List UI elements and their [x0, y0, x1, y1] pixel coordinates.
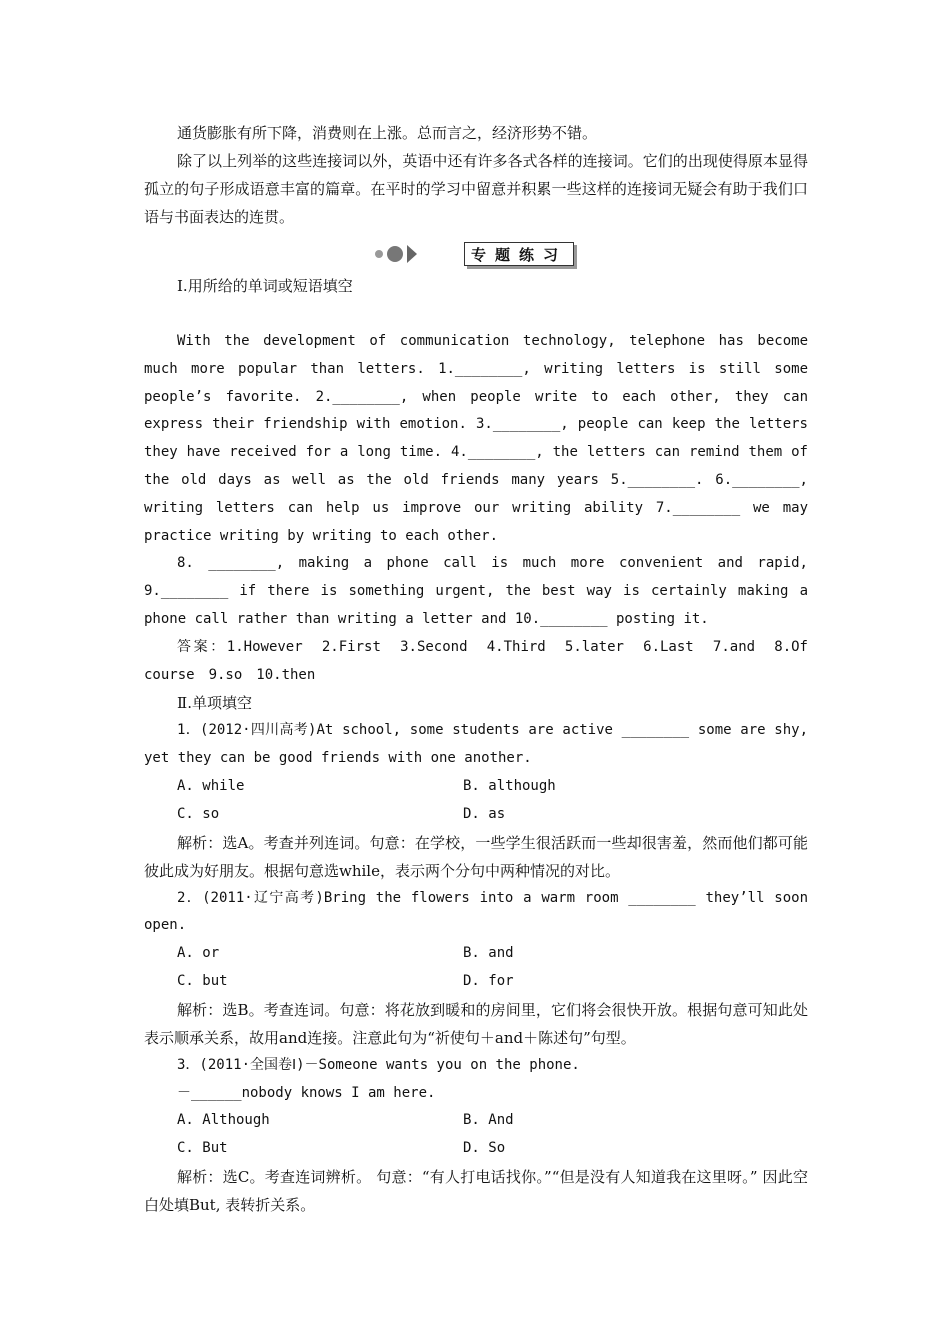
- banner-dots-arrow-icon: [373, 243, 453, 265]
- question-1-stem: 1．(2012·四川高考)At school, some students are active ________ some are shy, yet they can be good friends with one another.: [144, 722, 808, 767]
- option-d: D. for: [463, 972, 514, 989]
- option-d: D. as: [463, 805, 506, 822]
- question-3-options-row-1: [144, 1107, 808, 1135]
- question-1-options-row-2: [144, 801, 808, 829]
- option-b: B. And: [463, 1112, 514, 1129]
- intro-paragraph: 除了以上列举的这些连接词以外，英语中还有许多各式各样的连接词。它们的出现使得原本显得孤立的句子形成语意丰富的篇章。在平时的学习中留意并积累一些这样的连接词无疑会有助于我们口语与书面表达的连贯。: [144, 152, 808, 226]
- question-1-options-row-1: [144, 773, 808, 801]
- option-c: C. so: [177, 805, 220, 822]
- document-page: [144, 0, 808, 1219]
- option-d: D. So: [463, 1140, 506, 1157]
- option-c: C. But: [177, 1140, 228, 1157]
- banner-title: 专题练习: [464, 242, 574, 266]
- question-3-options-row-2: [144, 1135, 808, 1163]
- question-3-stem-reply: －______nobody knows I am here.: [177, 1084, 436, 1101]
- section2-heading: Ⅱ.单项填空: [177, 694, 252, 713]
- option-b: B. and: [463, 945, 514, 962]
- question-3-stem: 3．(2011·全国卷Ⅰ)－Someone wants you on the phone.: [177, 1056, 580, 1073]
- cloze-passage-part2: 8. ________, making a phone call is much more convenient and rapid, 9.________ if there is something urgent, the best way is certainly making a phone call rather than writing a letter and 10.________ posting it.: [144, 555, 808, 627]
- option-a: A. while: [177, 777, 245, 794]
- question-1-analysis: 解析：选A。考查并列连词。句意：在学校，一些学生很活跃而一些却很害羞，然而他们都可能彼此成为好朋友。根据句意选while，表示两个分句中两种情况的对比。: [144, 833, 808, 880]
- option-a: A. or: [177, 945, 220, 962]
- question-2-options-row-2: [144, 968, 808, 996]
- cloze-passage-part1: With the development of communication technology, telephone has become much more popular than letters. 1.________, writing letters is still some people’s favorite. 2.________, when people write to each other, they can express their friendship with emotion. 3.________, people can keep the letters they have received for a long time. 4.________, the letters can remind them of the old days as well as the old friends many years 5.________. 6.________, writing letters can help us improve our writing ability 7.________ we may practice writing by writing to each other.: [144, 333, 808, 544]
- section1-answer: 答案：1.However 2.First 3.Second 4.Third 5.later 6.Last 7.and 8.Of course 9.so 10.then: [144, 638, 808, 683]
- section-banner: [144, 235, 808, 271]
- option-c: C. but: [177, 972, 228, 989]
- option-b: B. although: [463, 777, 556, 794]
- question-2-options-row-1: [144, 940, 808, 968]
- question-2-stem: 2．(2011·辽宁高考)Bring the flowers into a warm room ________ they’ll soon open.: [144, 889, 808, 934]
- question-3-analysis: 解析：选C。考查连词辨析。 句意：“有人打电话找你。”“但是没有人知道我在这里呀。” 因此空白处填But, 表转折关系。: [144, 1167, 808, 1214]
- intro-line: 通货膨胀有所下降，消费则在上涨。总而言之，经济形势不错。: [177, 124, 598, 142]
- question-2-analysis: 解析：选B。考查连词。句意：将花放到暖和的房间里，它们将会很快开放。根据句意可知此处表示顺承关系，故用and连接。注意此句为“祈使句＋and＋陈述句”句型。: [144, 1000, 808, 1047]
- option-a: A. Although: [177, 1112, 270, 1129]
- section1-heading: Ⅰ.用所给的单词或短语填空: [177, 277, 353, 295]
